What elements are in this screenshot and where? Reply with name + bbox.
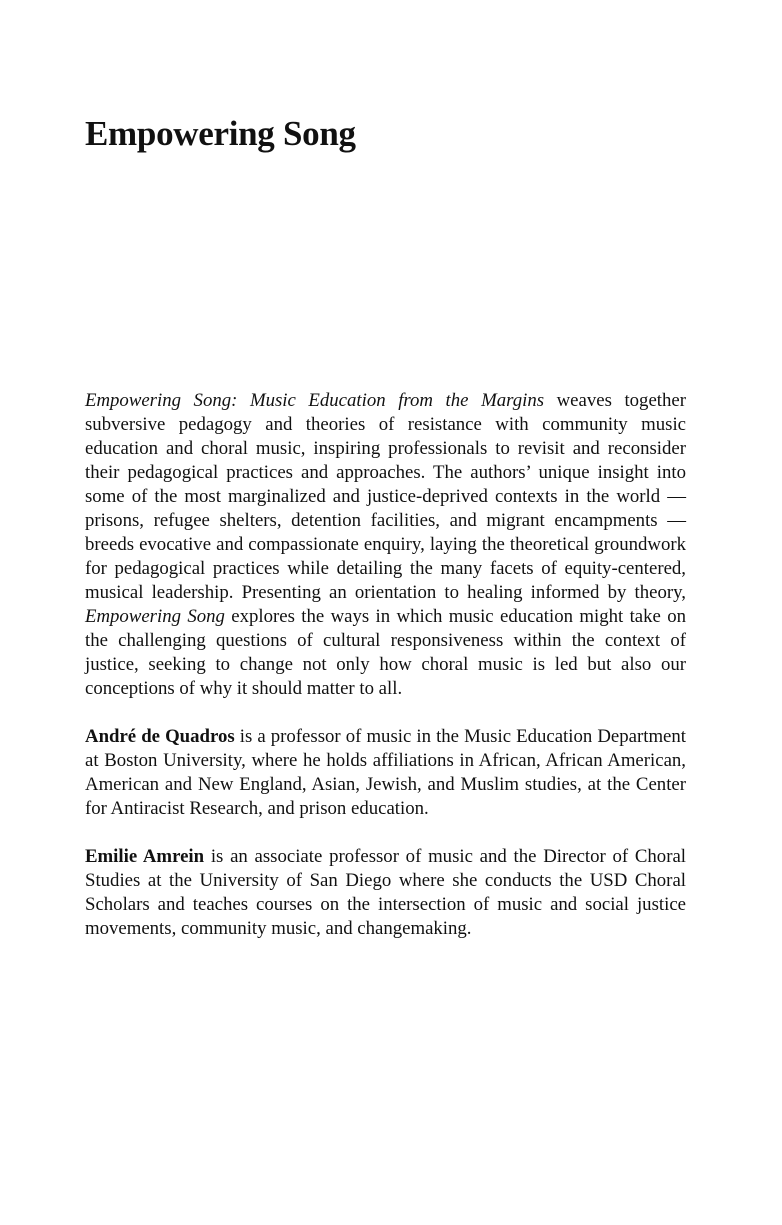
author-bio (85, 845, 686, 941)
book-title-full: Empowering Song: Music Education from the Margins (85, 390, 545, 411)
author-bio (85, 725, 686, 821)
description-text-1: weaves together subversive pedagogy and theories of resistance with community music education and choral music, inspiring professionals to revisit and reconsider their pedagogical practices and approaches. The authors’ unique insight into some of the most marginalized and justice-deprived contexts in the world — prisons, refugee shelters, detention facilities, and migrant encampments — breeds evocative and compassionate enquiry, laying the theoretical groundwork for pedagogical practices while detailing the many facets of equity-centered, musical leadership. Presenting an orientation to healing informed by theory, (85, 390, 686, 603)
author-name: André de Quadros (85, 726, 235, 747)
author-bio-text: is a professor of music in the Music Education Department at Boston University, where he holds affiliations in African, African American, American and New England, Asian, Jewish, and Muslim studies, at the Center for Antiracist Research, and prison education. (85, 726, 686, 819)
author-name: Emilie Amrein (85, 846, 205, 867)
page-title: Empowering Song (85, 114, 356, 153)
author-bio-text: is an associate professor of music and the Director of Choral Studies at the University of San Diego where she conducts the USD Choral Scholars and teaches courses on the intersection of music and social justice movements, community music, and changemaking. (85, 846, 687, 939)
book-description (85, 389, 686, 701)
book-title-short: Empowering Song (85, 606, 225, 627)
description-text-2: explores the ways in which music education might take on the challenging questions of cultural responsiveness within the context of justice, seeking to change not only how choral music is led but also our conceptions of why it should matter to all. (85, 606, 686, 699)
page-body (85, 389, 686, 941)
